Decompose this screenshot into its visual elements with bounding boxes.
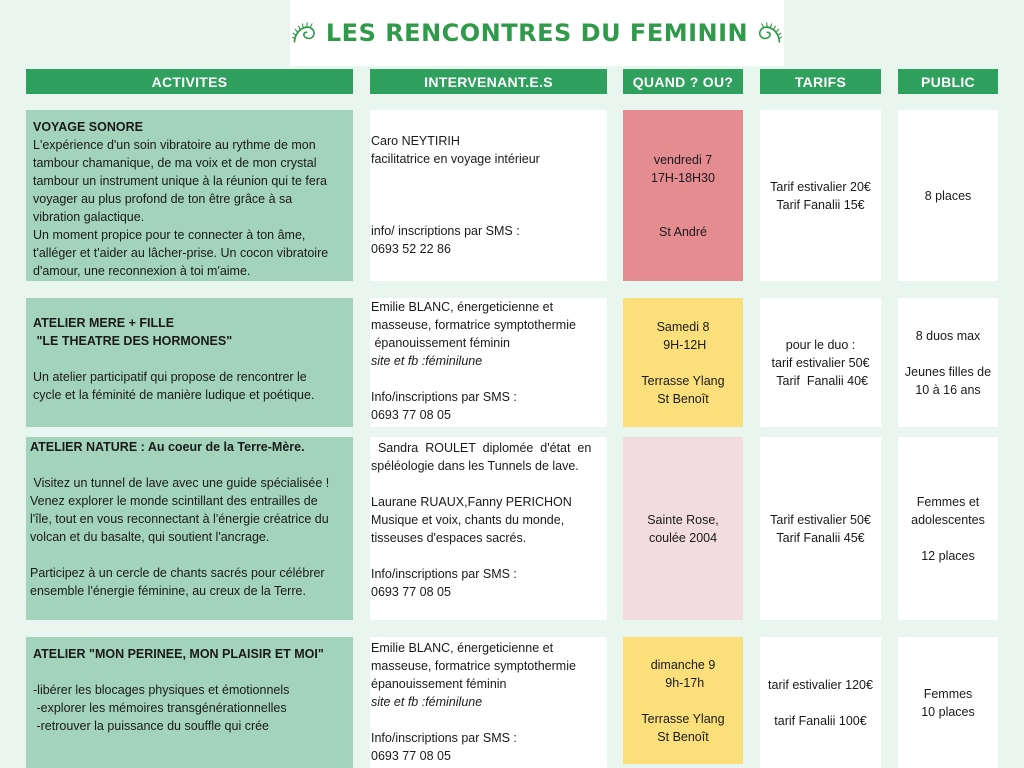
public-line: Jeunes filles de: [904, 364, 992, 379]
when-where-cell: [623, 637, 743, 764]
speaker-site: site et fb :féminilune: [371, 695, 483, 709]
public-line: 8 places: [924, 188, 972, 203]
speaker-line: masseuse, formatrice symptothermie: [371, 318, 576, 332]
speaker-cell: [370, 298, 607, 427]
tarif-line: tarif Fanalii 100€: [774, 713, 867, 728]
tarifs-cell: [760, 637, 881, 768]
event-place: St André: [659, 224, 707, 239]
activity-title: ATELIER "MON PERINEE, MON PLAISIR ET MOI": [33, 647, 324, 661]
public-line: 10 places: [921, 704, 975, 719]
speaker-name: Caro NEYTIRIH: [371, 134, 460, 148]
tarif-line: pour le duo :: [785, 337, 856, 352]
speaker-line: Musique et voix, chants du monde,: [371, 513, 565, 527]
when-where-cell: [623, 298, 743, 427]
speaker-line: Sandra ROULET diplomée d'état en: [371, 441, 592, 455]
speaker-line: épanouissement féminin: [371, 677, 507, 691]
public-cell: [898, 437, 998, 620]
title-banner: [290, 0, 784, 66]
activity-text-line: Un atelier participatif qui propose de rencontrer le: [33, 370, 307, 384]
activity-text-line: Participez à un cercle de chants sacrés pour célébrer: [30, 566, 325, 580]
tarif-line: tarif estivalier 50€: [771, 355, 870, 370]
activity-text-line: -libérer les blocages physiques et émotionnels: [33, 683, 290, 697]
activity-text-line: -retrouver la puissance du souffle qui crée: [33, 719, 270, 733]
event-day: dimanche 9: [650, 657, 716, 672]
activity-title: ATELIER MERE + FILLE: [33, 316, 175, 330]
activity-cell: [26, 637, 353, 768]
activity-text-line: t'alléger et t'aider au lâcher-prise. Un cocon vibratoire: [33, 246, 329, 260]
activity-cell: [26, 110, 353, 281]
phone-number: 0693 52 22 86: [371, 242, 451, 256]
event-day: vendredi 7: [653, 152, 713, 167]
activity-title: ATELIER NATURE : Au coeur de la Terre-Mère.: [30, 440, 305, 454]
tarif-line: Tarif Fanalii 40€: [773, 373, 868, 388]
event-place: coulée 2004: [648, 530, 718, 545]
activity-text-line: l'île, tout en vous reconnectant à l'énergie créatrice du: [30, 512, 329, 526]
activity-text-line: tambour un instrument unique à la réunion qui te fera: [33, 174, 327, 188]
activity-text-line: d'amour, une reconnexion à toi m'aime.: [33, 264, 251, 278]
public-line: adolescentes: [911, 512, 985, 527]
tarif-line: Tarif Fanalii 15€: [776, 197, 865, 212]
inscription-label: Info/inscriptions par SMS :: [371, 731, 517, 745]
public-cell: [898, 298, 998, 427]
fern-spiral-icon: [290, 8, 318, 58]
phone-number: 0693 77 08 05: [371, 408, 451, 422]
inscription-label: Info/inscriptions par SMS :: [371, 390, 517, 404]
inscription-label: Info/inscriptions par SMS :: [371, 567, 517, 581]
event-place: Terrasse Ylang: [641, 373, 725, 388]
column-header-public: PUBLIC: [898, 69, 998, 94]
speaker-cell: [370, 637, 607, 768]
public-line: Femmes: [923, 686, 973, 701]
activity-subtitle: "LE THEATRE DES HORMONES": [33, 334, 233, 348]
fern-spiral-icon: [756, 8, 784, 58]
when-where-cell: [623, 110, 743, 281]
tarifs-cell: [760, 110, 881, 281]
activity-text-line: ensemble l'énergie féminine, au creux de la Terre.: [30, 584, 306, 598]
page-title: LES RENCONTRES DU FEMININ: [325, 19, 749, 47]
public-line: Femmes et: [916, 494, 980, 509]
column-header-intervenants: INTERVENANT.E.S: [370, 69, 607, 94]
activity-text-line: Venez explorer le monde scintillant des entrailles de: [30, 494, 318, 508]
speaker-line: Emilie BLANC, énergeticienne et: [371, 300, 554, 314]
phone-number: 0693 77 08 05: [371, 585, 451, 599]
speaker-line: tisseuses d'espaces sacrés.: [371, 531, 527, 545]
activity-text-line: voyager au plus profond de ton être grâce à sa: [33, 192, 293, 206]
speaker-role: facilitatrice en voyage intérieur: [371, 152, 540, 166]
public-line: 12 places: [921, 548, 975, 563]
public-cell: [898, 637, 998, 768]
speaker-cell: [370, 437, 607, 620]
event-time: 9H-12H: [659, 337, 707, 352]
activity-text-line: Visitez un tunnel de lave avec une guide spécialisée !: [30, 476, 330, 490]
activity-cell: [26, 437, 353, 620]
tarif-line: Tarif Fanalii 45€: [776, 530, 865, 545]
tarifs-cell: [760, 437, 881, 620]
tarif-line: Tarif estivalier 50€: [770, 512, 871, 527]
speaker-cell: [370, 110, 607, 281]
activity-text-line: tambour chamanique, de ma voix et de mon crystal: [33, 156, 317, 170]
speaker-line: spéléologie dans les Tunnels de lave.: [371, 459, 579, 473]
column-header-activites: ACTIVITES: [26, 69, 353, 94]
public-line: 10 à 16 ans: [915, 382, 981, 397]
event-place: Sainte Rose,: [647, 512, 719, 527]
activity-text-line: cycle et la féminité de manière ludique et poétique.: [33, 388, 315, 402]
tarif-line: Tarif estivalier 20€: [770, 179, 871, 194]
event-place: St Benoît: [657, 729, 709, 744]
event-time: 17H-18H30: [651, 170, 715, 185]
event-place: Terrasse Ylang: [641, 711, 725, 726]
public-cell: [898, 110, 998, 281]
activity-text-line: -explorer les mémoires transgénérationnelles: [33, 701, 287, 715]
activity-text-line: volcan et du basalte, qui soutient l'ancrage.: [30, 530, 270, 544]
event-time: 9h-17h: [661, 675, 705, 690]
tarifs-cell: [760, 298, 881, 427]
tarif-line: tarif estivalier 120€: [768, 677, 873, 692]
activity-cell: [26, 298, 353, 427]
column-header-quand-ou: QUAND ? OU?: [623, 69, 743, 94]
speaker-line: épanouissement féminin: [371, 336, 510, 350]
activity-text-line: vibration galactique.: [33, 210, 145, 224]
phone-number: 0693 77 08 05: [371, 749, 451, 763]
speaker-line: Emilie BLANC, énergeticienne et: [371, 641, 554, 655]
public-line: 8 duos max: [915, 328, 981, 343]
activity-text-line: L'expérience d'un soin vibratoire au rythme de mon: [33, 138, 316, 152]
speaker-site: site et fb :féminilune: [371, 354, 483, 368]
speaker-line: masseuse, formatrice symptothermie: [371, 659, 576, 673]
when-where-cell: [623, 437, 743, 620]
speaker-line: Laurane RUAUX,Fanny PERICHON: [371, 495, 572, 509]
activity-title: VOYAGE SONORE: [33, 120, 143, 134]
column-header-tarifs: TARIFS: [760, 69, 881, 94]
activity-text-line: Un moment propice pour te connecter à ton âme,: [33, 228, 306, 242]
event-place: St Benoît: [657, 391, 709, 406]
inscription-label: info/ inscriptions par SMS :: [371, 224, 520, 238]
event-day: Samedi 8: [656, 319, 710, 334]
